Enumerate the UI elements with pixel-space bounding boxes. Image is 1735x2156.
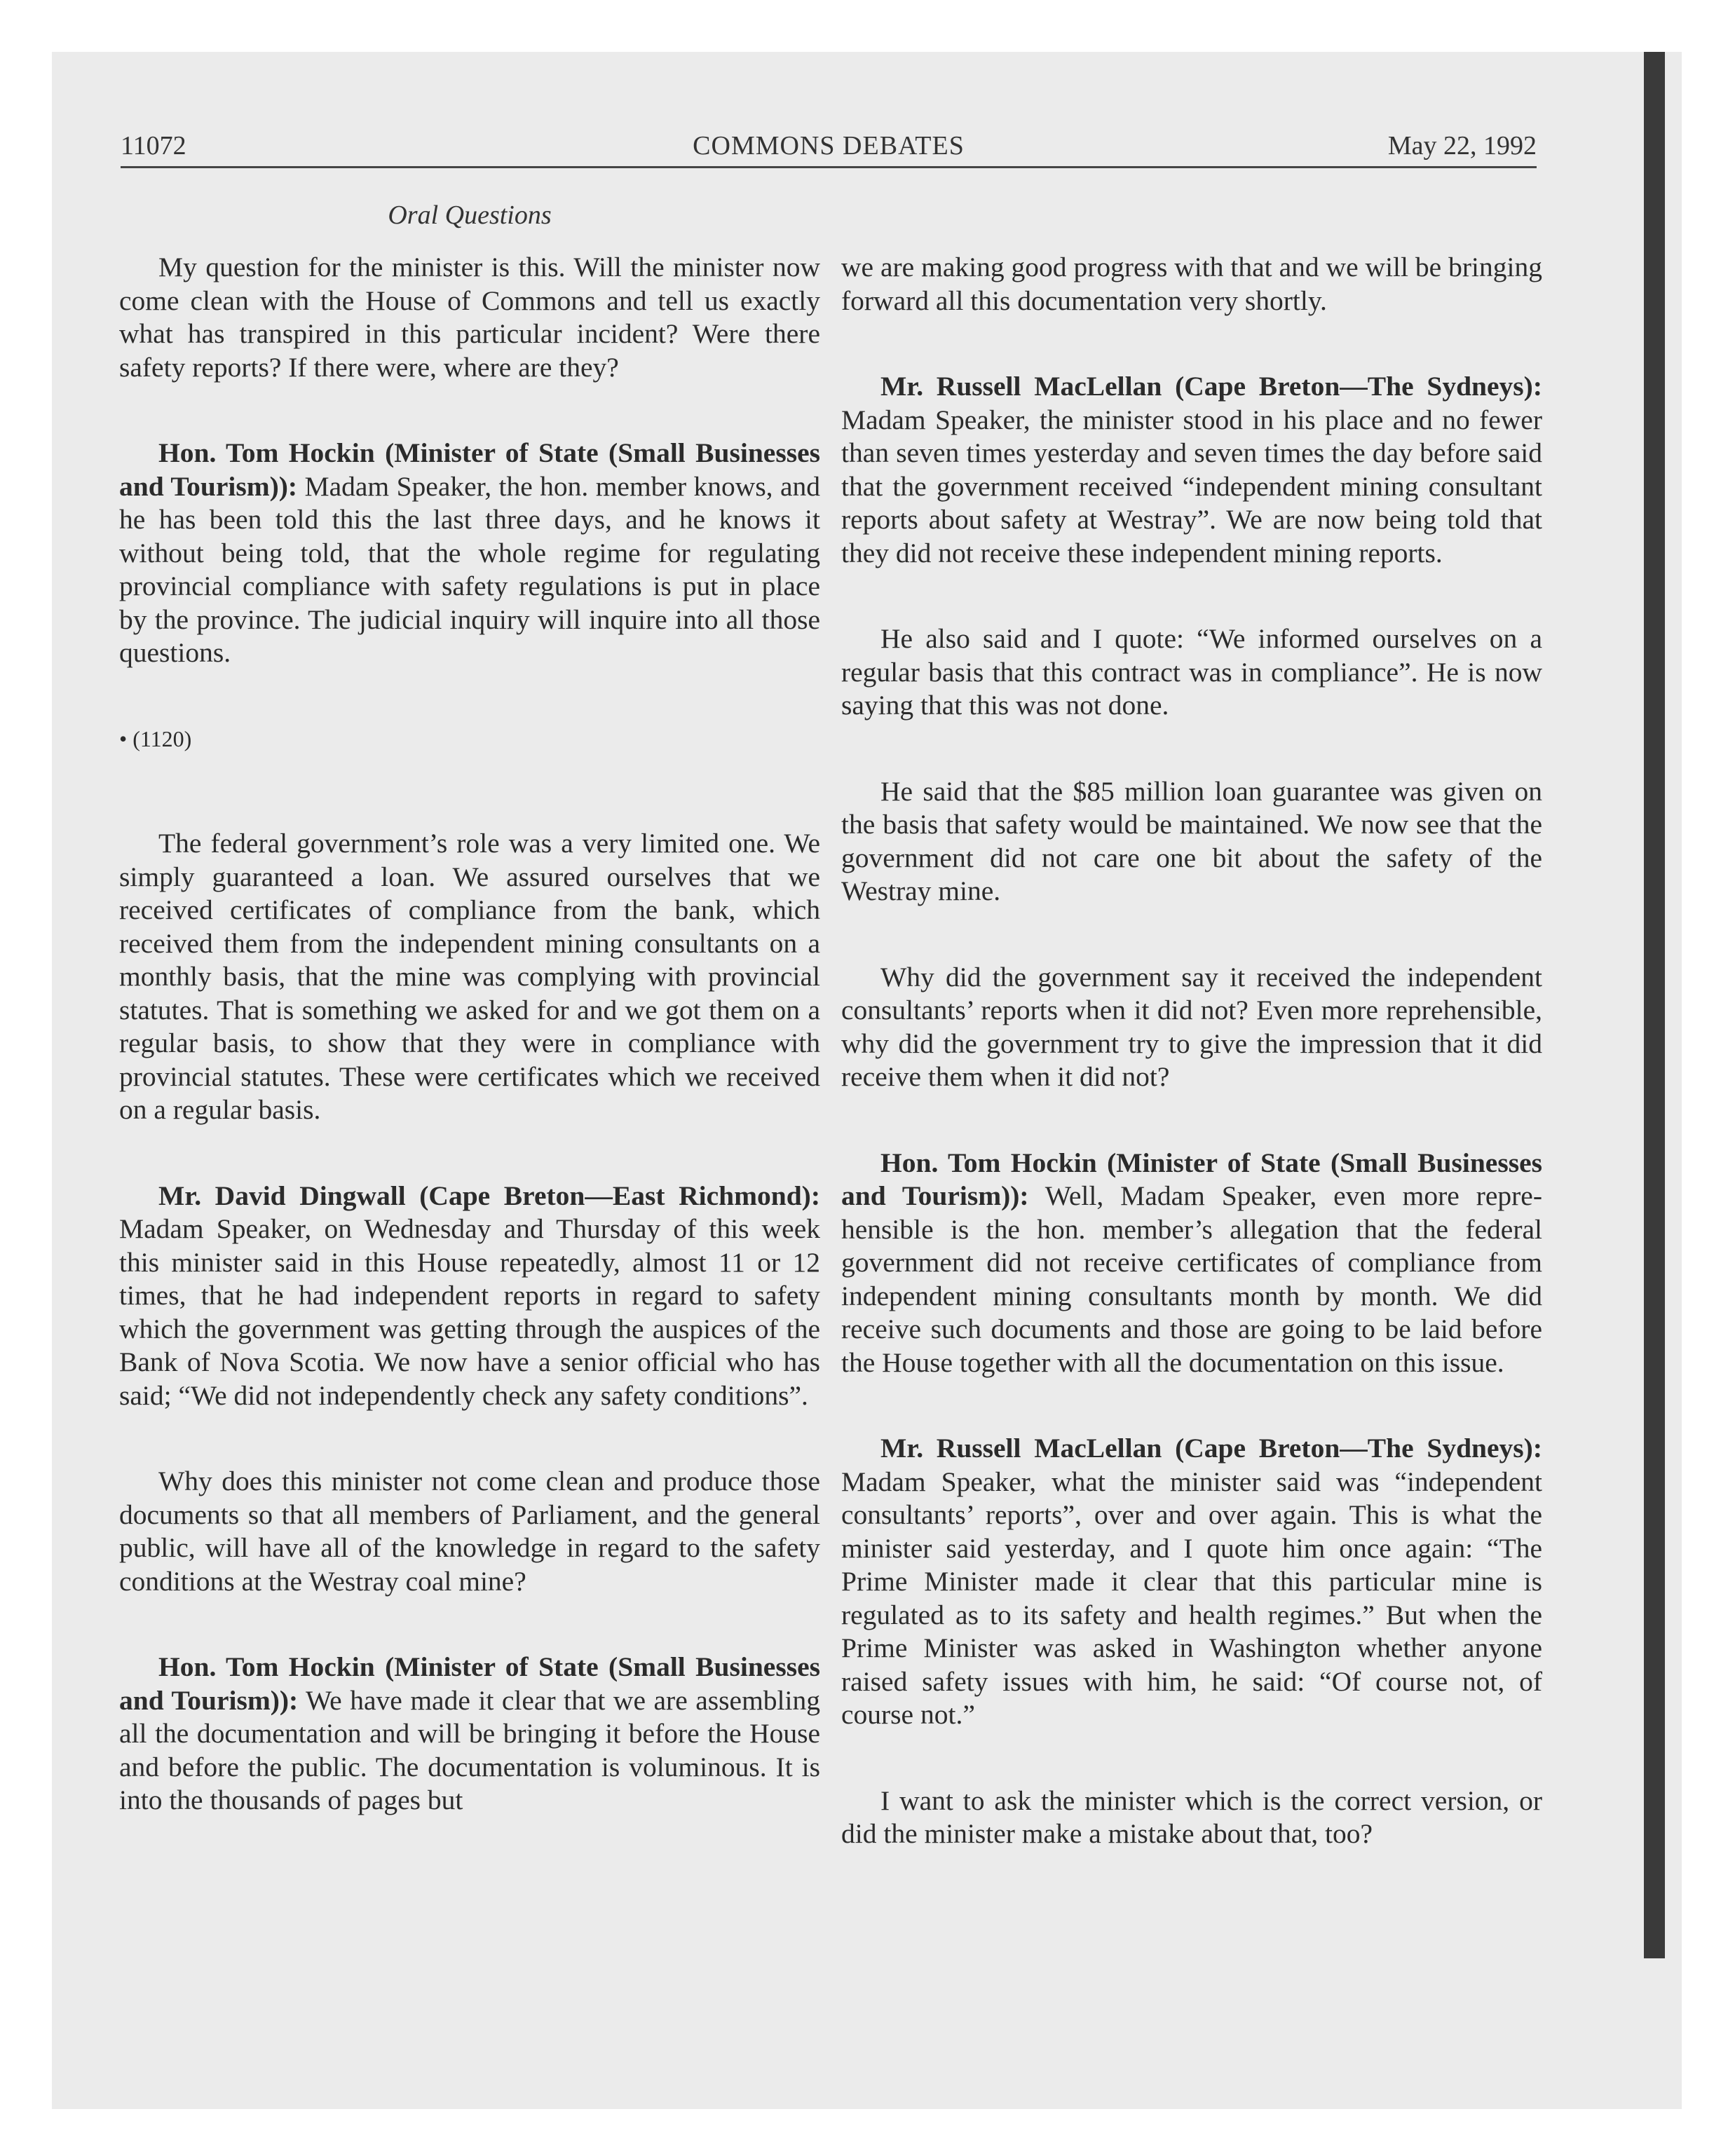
speech-text: Madam Speaker, the minister stood in his place and no fewer than seven times yesterday and seven times the day before said that the government received “independent mining consultant reports about safety at Westray”. We are now being told that they did not receive these independent mining reports.	[841, 404, 1542, 568]
right-column	[841, 251, 1542, 1904]
speaker-name: Hon. Tom Hockin (Minister of State (Small Businesses and Tourism)):	[119, 1651, 820, 1716]
paragraph: The federal government’s role was a very limited one. We simply guaranteed a loan. We assured ourselves that we received certificates of compliance from the bank, which received them from the independent mining consultants on a monthly basis, that the mine was complying with provincial statutes. That is something we asked for and we got them on a regular basis, to show that they were in compliance with provincial statutes. These were certificates which we received on a regular basis.	[119, 828, 820, 1125]
paragraph: Why does this minister not come clean and produce those documents so that all members of Parliament, and the general public, will have all of the knowledge in regard to the safety conditions at the Westray coal mine?	[119, 1466, 820, 1597]
speech-text: Madam Speaker, the hon. member knows, and he has been told this the last three days, and he knows it without being told, that the whole regime for regulating provincial compliance with safety regulations is put in place by the province. The judicial inquiry will inquire into all those questions.	[119, 470, 821, 668]
speech-text: Madam Speaker, what the minister said was “independent consultants’ reports”, over and over again. This is what the minister said yesterday, and I quote him once again: “The Prime Minister made it clear that this particular mine is regulated as to its safety and health regimes.” But when the Prime Minister was asked in Washington whether anyone raised safety issues with him, he said: “Of course not, of course not.”	[841, 1466, 1542, 1730]
speech-paragraph	[119, 437, 820, 670]
speech-paragraph	[119, 1180, 820, 1413]
scan-edge-shadow	[1644, 52, 1665, 1958]
speaker-name: Hon. Tom Hockin (Minister of State (Small Businesses and Tourism)):	[841, 1147, 1542, 1211]
paragraph: Why did the government say it received the independent consultants’ reports when it did not? Even more reprehensible, why did the government try to give the impression that it did receive them when it did not?	[841, 961, 1542, 1092]
paragraph: My question for the minister is this. Will the minister now come clean with the House of Commons and tell us exactly what has transpired in this particular incident? Were there safety reports? If there were, where are they?	[119, 252, 820, 383]
speech-text: Madam Speaker, on Wednesday and Thursday of this week this minister said in this House repeatedly, almost 11 or 12 times, that he had independent reports in regard to safety which the government was getting through the auspices of the Bank of Nova Scotia. We now have a senior official who has said; “We did not independently check any safety conditions”.	[119, 1213, 820, 1411]
left-column	[119, 251, 820, 1870]
speech-paragraph	[841, 370, 1542, 570]
paragraph: I want to ask the minister which is the correct version, or did the minister make a mistake about that, too?	[841, 1785, 1542, 1849]
paragraph: we are making good progress with that and we will be bringing forward all this documentation very shortly.	[841, 252, 1542, 316]
publication-title: COMMONS DEBATES	[693, 131, 965, 161]
paragraph: He also said and I quote: “We informed ourselves on a regular basis that this contract was in compliance”. He is now saying that this was not done.	[841, 623, 1542, 721]
time-marker: • (1120)	[119, 725, 192, 751]
page-number: 11072	[121, 131, 186, 161]
paragraph: He said that the $85 million loan guarantee was given on the basis that safety would be maintained. We now see that the government did not care one bit about the safety of the Westray mine.	[841, 775, 1542, 906]
page-header	[121, 125, 1537, 167]
speaker-name: Mr. David Dingwall (Cape Breton—East Richmond):	[158, 1180, 820, 1211]
header-rule	[121, 166, 1537, 168]
speaker-name: Mr. Russell MacLellan (Cape Breton—The Sydneys):	[880, 371, 1542, 402]
speech-paragraph	[841, 1147, 1542, 1380]
speaker-name: Hon. Tom Hockin (Minister of State (Small Businesses and Tourism)):	[119, 437, 820, 502]
publication-date: May 22, 1992	[1387, 131, 1537, 161]
speaker-name: Mr. Russell MacLellan (Cape Breton—The Sydneys):	[880, 1433, 1542, 1464]
speech-text: Well, Madam Speaker, even more reprehensible is the hon. member’s allegation that the federal government did not receive certificates of compliance from independent mining consultants month by month. We did receive such documents and those are going to be laid before the House together with all the documentation on this issue.	[841, 1180, 1542, 1378]
speech-text: We have made it clear that we are assembling all the documentation and will be bringing it before the House and before the public. The documentation is voluminous. It is into the thousands of pages but	[119, 1684, 820, 1815]
speech-paragraph	[841, 1432, 1542, 1732]
section-title: Oral Questions	[388, 200, 552, 230]
speech-paragraph	[119, 1651, 820, 1817]
